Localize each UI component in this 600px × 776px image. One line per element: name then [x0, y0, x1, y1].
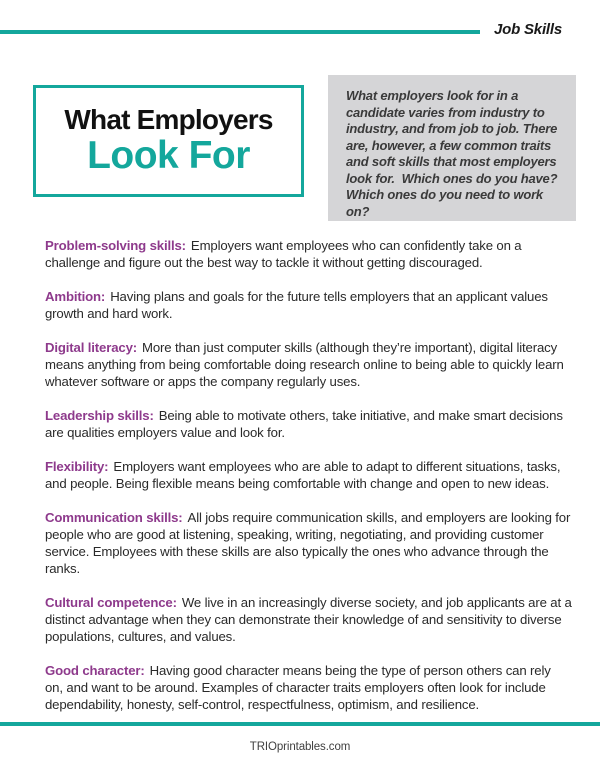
header-rule	[0, 30, 480, 34]
section-body: More than just computer skills (although they’re important), digital literacy means anything from being comfortable doing research online to being able to quickly learn whatever software or apps the company regularly uses.	[45, 340, 564, 389]
section-heading: Cultural competence:	[45, 595, 177, 610]
section-body: Being able to motivate others, take initiative, and make smart decisions are qualities employers value and look for.	[45, 408, 563, 440]
section-problem-solving-skills	[45, 237, 572, 271]
section-heading: Problem-solving skills:	[45, 238, 186, 253]
page-tag: Job Skills	[493, 21, 562, 38]
intro-box	[328, 75, 576, 221]
section-body: We live in an increasingly diverse society, and job applicants are at a distinct advantage when they can demonstrate their knowledge of and sensitivity to diverse populations, cultures, and values.	[45, 595, 572, 644]
section-body: Having plans and goals for the future tells employers that an applicant values growth and hard work.	[45, 289, 548, 321]
section-leadership-skills	[45, 407, 572, 441]
section-communication-skills	[45, 509, 572, 577]
footer-site-name: TRIOprintables.com	[249, 741, 351, 753]
section-heading: Good character:	[45, 663, 145, 678]
section-cultural-competence	[45, 594, 572, 645]
section-body: Employers want employees who can confidently take on a challenge and figure out the best way to tackle it without getting discouraged.	[45, 238, 522, 270]
section-heading: Digital literacy:	[45, 340, 137, 355]
title-box	[33, 85, 304, 197]
section-heading: Ambition:	[45, 289, 106, 304]
section-heading: Flexibility:	[45, 459, 109, 474]
section-ambition	[45, 288, 572, 322]
footer-rule	[0, 722, 600, 726]
intro-text: What employers look for in a candidate varies from industry to industry, and from job to job. There are, however, a few common traits and soft skills that most employers look for. Which ones do you have? Which ones do you need to work on?	[346, 88, 561, 219]
section-heading: Communication skills:	[45, 510, 183, 525]
content	[45, 237, 572, 730]
title-line-2: Look For	[87, 133, 250, 177]
section-body: Employers want employees who are able to adapt to different situations, tasks, and people. Being flexible means being comfortable with change and open to new ideas.	[45, 459, 561, 491]
section-digital-literacy	[45, 339, 572, 390]
section-good-character	[45, 662, 572, 713]
section-body: All jobs require communication skills, and employers are looking for people who are good at listening, speaking, writing, negotiating, and providing customer service. Employees with these skills are also typically the ones who advance through the ranks.	[45, 510, 571, 576]
title-line-1: What Employers	[64, 104, 273, 136]
section-heading: Leadership skills:	[45, 408, 154, 423]
section-flexibility	[45, 458, 572, 492]
section-body: Having good character means being the type of person others can rely on, and want to be around. Examples of character traits employers often look for include dependability, honesty, self-control, respectfulness, optimism, and resilience.	[45, 663, 551, 712]
